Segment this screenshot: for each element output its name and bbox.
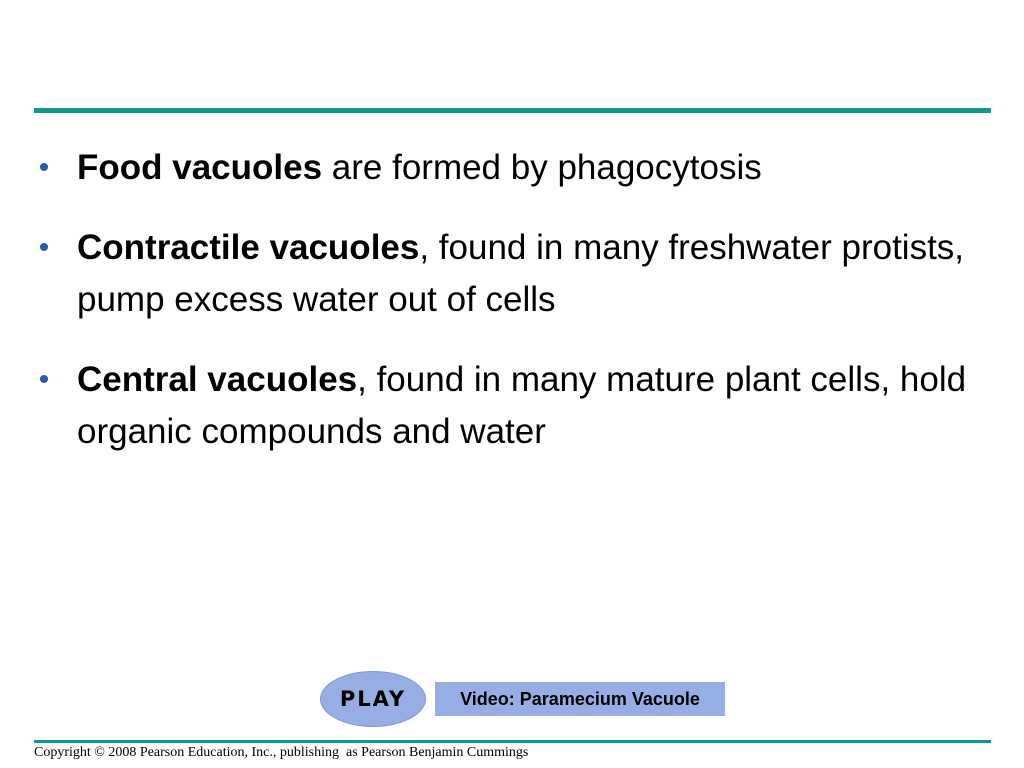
bullet-text: , found in many mature plant cells, hold organic compounds and water	[77, 360, 967, 451]
bullet-item-food-vacuoles	[34, 142, 974, 194]
bullet-term: Food vacuoles	[77, 148, 323, 187]
bullet-term: Central vacuoles	[77, 360, 358, 399]
bullet-item-contractile-vacuoles	[34, 222, 974, 326]
copyright-footer: Copyright © 2008 Pearson Education, Inc., publishing as Pearson Benjamin Cummings	[34, 745, 529, 760]
bullet-icon: •	[38, 231, 50, 264]
bullet-item-central-vacuoles	[34, 354, 974, 458]
bullet-text: are formed by phagocytosis	[322, 148, 762, 187]
bullet-icon: •	[38, 363, 50, 396]
bullet-list	[34, 142, 974, 486]
bottom-divider	[34, 740, 991, 743]
play-button-label: PLAY	[339, 687, 407, 711]
bullet-term: Contractile vacuoles	[77, 228, 420, 267]
bullet-text: , found in many freshwater protists, pump excess water out of cells	[77, 228, 965, 319]
top-divider	[34, 108, 991, 113]
play-button[interactable]	[320, 671, 426, 727]
video-title-label: Video: Paramecium Vacuole	[435, 682, 725, 716]
bullet-icon: •	[38, 151, 50, 184]
